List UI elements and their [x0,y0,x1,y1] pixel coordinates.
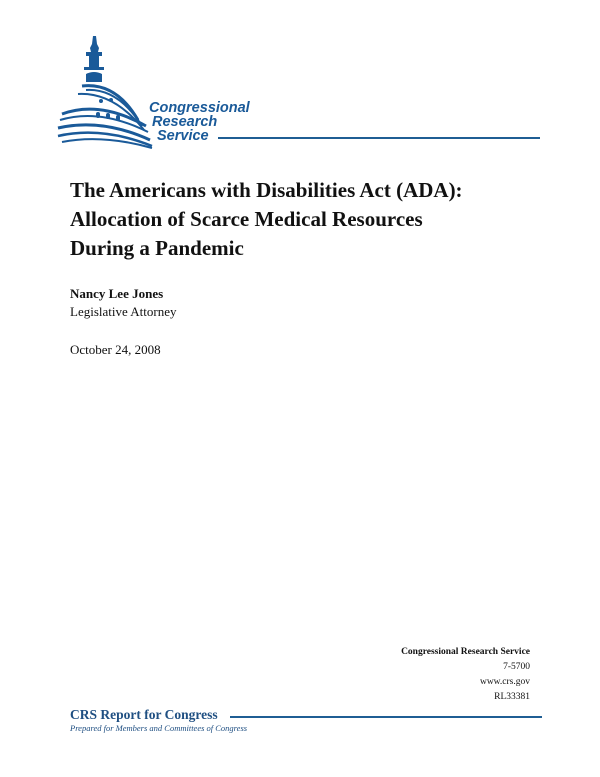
publisher-info [401,645,530,705]
publisher-website: www.crs.gov [479,677,530,687]
publisher-phone: 7-5700 [503,662,530,672]
logo-line-research: Research [152,114,218,130]
logo-line-service: Service [157,128,209,144]
title-line-1: The Americans with Disabilities Act (ADA): [70,178,463,202]
capitol-dome-icon [56,34,156,150]
logo-line-congressional: Congressional [149,100,250,116]
author-role: Legislative Attorney [70,304,177,319]
footer-rule [230,716,542,718]
footer-title: CRS Report for Congress [70,707,218,722]
footer-subtitle: Prepared for Members and Committees of Congress [70,723,248,733]
title-line-2: Allocation of Scarce Medical Resources [70,207,423,231]
header-rule [218,137,540,139]
report-number: RL33381 [494,692,530,702]
author-name: Nancy Lee Jones [70,286,164,301]
title-line-3: During a Pandemic [70,236,244,260]
document-title [70,176,463,263]
publisher-organization: Congressional Research Service [401,647,530,657]
publication-date: October 24, 2008 [70,342,161,357]
